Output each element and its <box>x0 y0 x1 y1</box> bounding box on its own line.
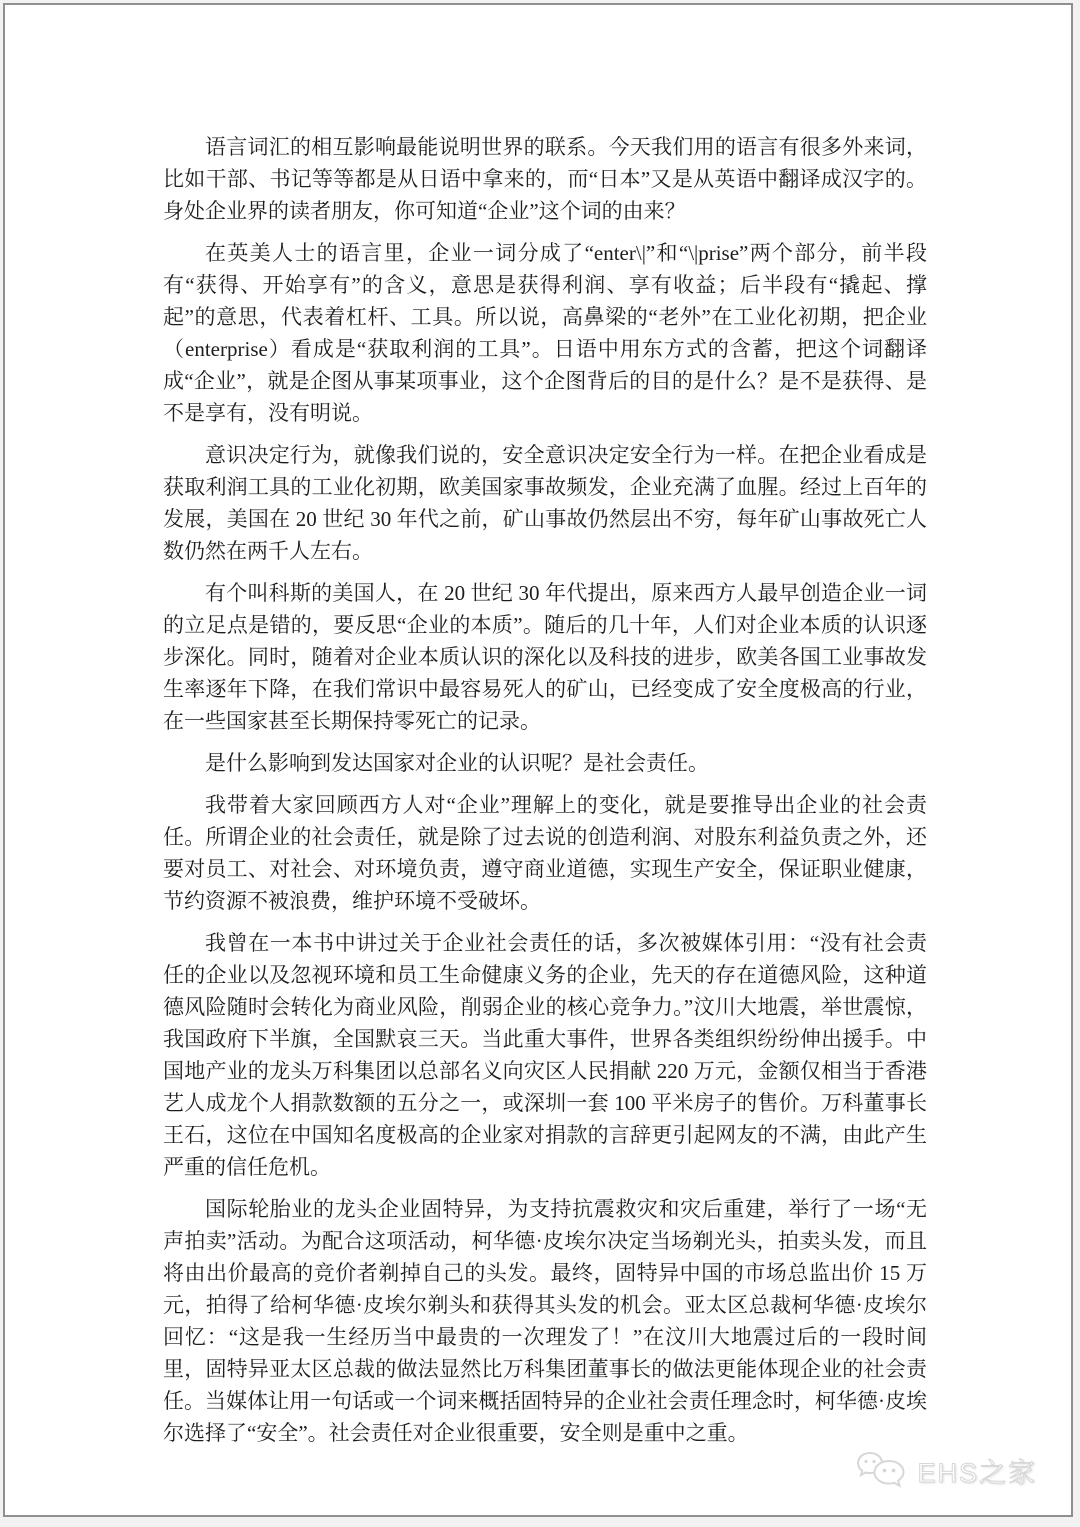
watermark <box>856 1449 1037 1491</box>
paragraph: 我曾在一本书中讲过关于企业社会责任的话，多次被媒体引用：“没有社会责任的企业以及忽视环境和员工生命健康义务的企业，先天的存在道德风险，这种道德风险随时会转化为商业风险，削弱企业的核心竞争力。”汶川大地震，举世震惊，我国政府下半旗，全国默哀三天。当此重大事件，世界各类组织纷纷伸出援手。中国地产业的龙头万科集团以总部名义向灾区人民捐献 220 万元，金额仅相当于香港艺人成龙个人捐款数额的五分之一，或深圳一套 100 平米房子的售价。万科董事长王石，这位在中国知名度极高的企业家对捐款的言辞更引起网友的不满，由此产生严重的信任危机。 <box>163 931 927 1179</box>
paragraph: 是什么影响到发达国家对企业的认识呢？是社会责任。 <box>205 751 709 775</box>
wechat-icon <box>856 1449 908 1491</box>
paragraph: 我带着大家回顾西方人对“企业”理解上的变化，就是要推导出企业的社会责任。所谓企业的社会责任，就是除了过去说的创造利润、对股东利益负责之外，还要对员工、对社会、对环境负责，遵守商业道德，实现生产安全，保证职业健康，节约资源不被浪费，维护环境不受破坏。 <box>163 793 927 913</box>
paragraph: 国际轮胎业的龙头企业固特异，为支持抗震救灾和灾后重建，举行了一场“无声拍卖”活动。为配合这项活动，柯华德·皮埃尔决定当场剃光头，拍卖头发，而且将由出价最高的竞价者剃掉自己的头发。最终，固特异中国的市场总监出价 15 万元，拍得了给柯华德·皮埃尔剃头和获得其头发的机会。亚太区总裁柯华德·皮埃尔回忆：“这是我一生经历当中最贵的一次理发了！”在汶川大地震过后的一段时间里，固特异亚太区总裁的做法显然比万科集团董事长的做法更能体现企业的社会责任。当媒体让用一句话或一个词来概括固特异的企业社会责任理念时，柯华德·皮埃尔选择了“安全”。社会责任对企业很重要，安全则是重中之重。 <box>163 1197 927 1445</box>
paragraph: 在英美人士的语言里，企业一词分成了“enter\|”和“\|prise”两个部分，前半段有“获得、开始享有”的含义，意思是获得利润、享有收益；后半段有“撬起、撑起”的意思，代表着杠杆、工具。所以说，高鼻梁的“老外”在工业化初期，把企业（enterprise）看成是“获取利润的工具”。日语中用东方式的含蓄，把这个词翻译成“企业”，就是企图从事某项事业，这个企图背后的目的是什么？是不是获得、是不是享有，没有明说。 <box>163 241 927 425</box>
article-body <box>163 131 927 1459</box>
paragraph: 意识决定行为，就像我们说的，安全意识决定安全行为一样。在把企业看成是获取利润工具的工业化初期，欧美国家事故频发，企业充满了血腥。经过上百年的发展，美国在 20 世纪 30 年代之前，矿山事故仍然层出不穷，每年矿山事故死亡人数仍然在两千人左右。 <box>163 443 927 563</box>
paragraph: 有个叫科斯的美国人，在 20 世纪 30 年代提出，原来西方人最早创造企业一词的立足点是错的，要反思“企业的本质”。随后的几十年，人们对企业本质的认识逐步深化。同时，随着对企业本质认识的深化以及科技的进步，欧美各国工业事故发生率逐年下降，在我们常识中最容易死人的矿山，已经变成了安全度极高的行业，在一些国家甚至长期保持零死亡的记录。 <box>163 581 927 733</box>
paragraph: 语言词汇的相互影响最能说明世界的联系。今天我们用的语言有很多外来词，比如干部、书记等等都是从日语中拿来的，而“日本”又是从英语中翻译成汉字的。身处企业界的读者朋友，你可知道“企业”这个词的由来？ <box>163 135 927 223</box>
watermark-label: EHS之家 <box>917 1457 1037 1488</box>
document-page <box>3 3 1073 1517</box>
